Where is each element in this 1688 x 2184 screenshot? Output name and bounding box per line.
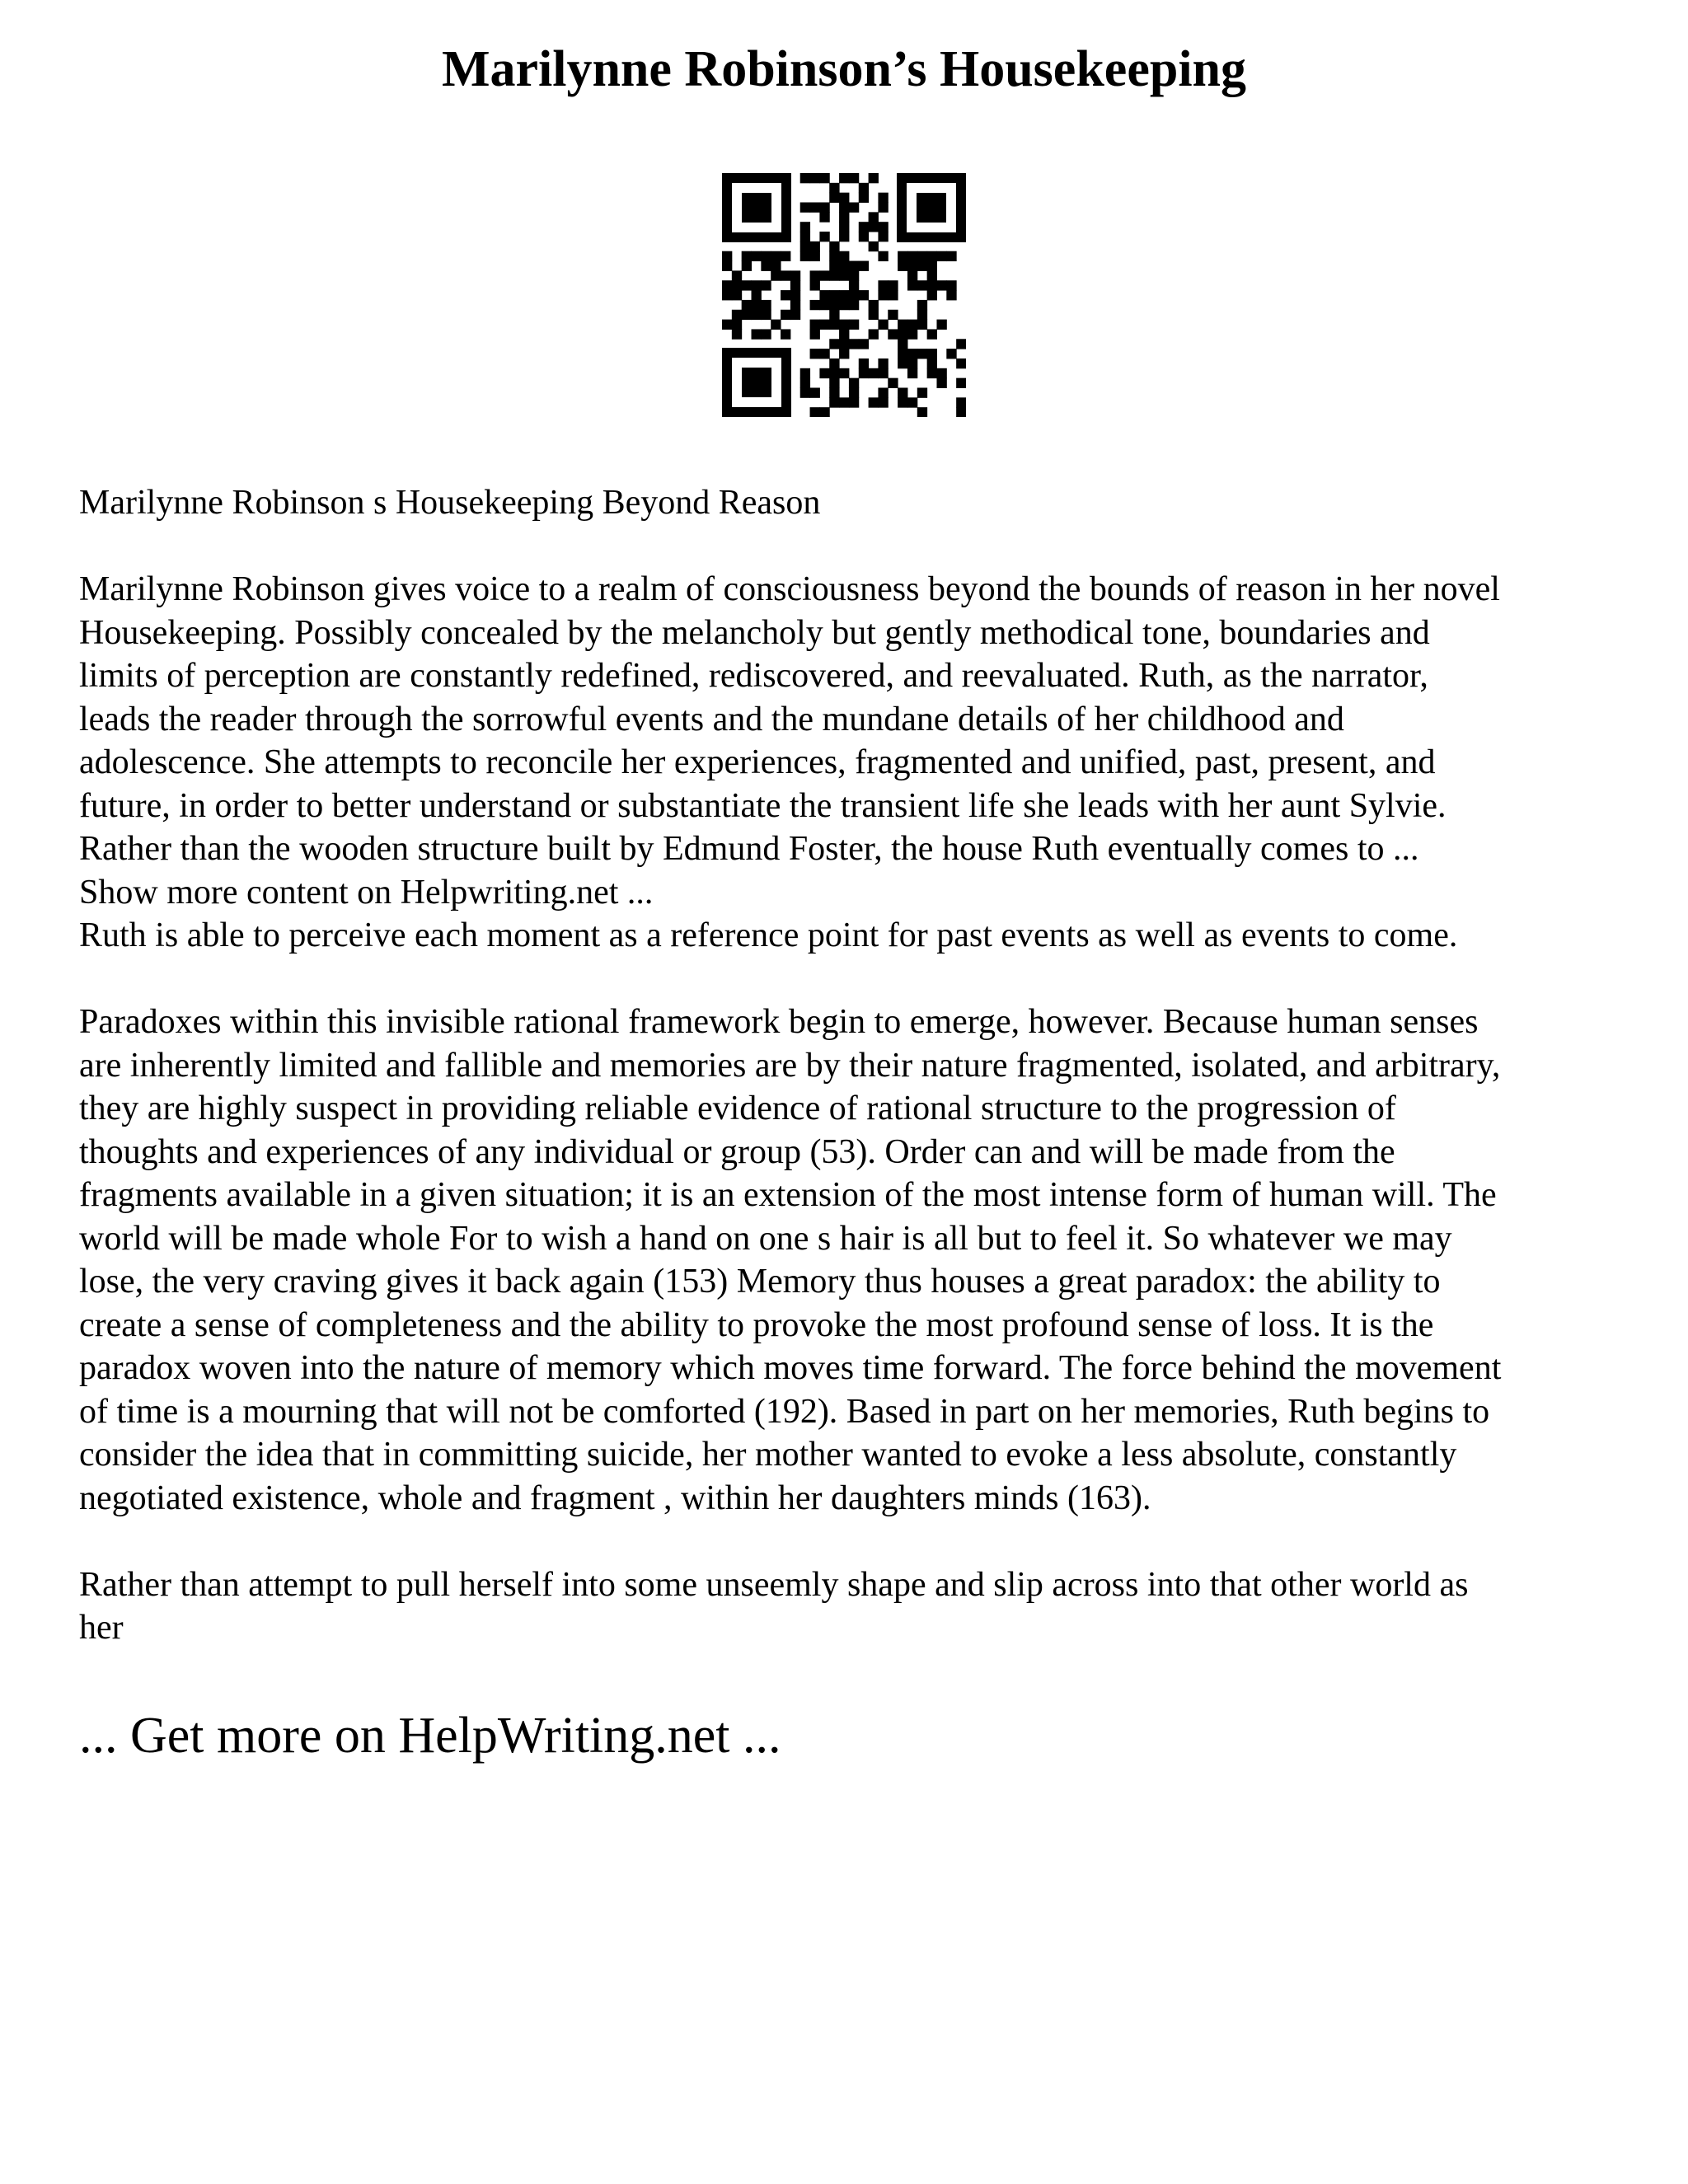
show-more-link[interactable]: Show more content on Helpwriting.net ... [79,873,654,912]
paragraph-ruth: Ruth is able to perceive each moment as a reference point for past events as well as events to come. [79,916,1458,954]
paragraph-intro: Marilynne Robinson gives voice to a realm of consciousness beyond the bounds of reason in her novel Housekeeping. Possibly concealed by the melancholy but gently methodical tone, boundaries and limits of perception are constantly redefined, rediscovered, and reevaluated. Ruth, as the narrator, leads the reader through the sorrowful events and the mundane details of her childhood and adolescence. She attempts to reconcile her experiences, fragmented and unified, past, present, and future, in order to better understand or substantiate the transient life she leads with her aunt Sylvie. Rather than the wooden structure built by Edmund Foster, the house Ruth eventually comes to ... [79,570,1500,868]
paragraph-paradoxes: Paradoxes within this invisible rational framework begin to emerge, however. Because human senses are inherently limited and fallible and memories are by their nature fragmented, isolated, and arbitrary, they are highly suspect in providing reliable evidence of rational structure to the progression of thoughts and experiences of any individual or group (53). Order can and will be made from the fragments available in a given situation; it is an extension of the most intense form of human will. The world will be made whole For to wish a hand on one s hair is all but to feel it. So whatever we may lose, the very craving gives it back again (153) Memory thus houses a great paradox: the ability to create a sense of completeness and the ability to provoke the most profound sense of loss. It is the paradox woven into the nature of memory which moves time forward. The force behind the movement of time is a mourning that will not be comforted (192). Based in part on her memories, Ruth begins to consider the idea that in committing suicide, her mother wanted to evoke a less absolute, constantly negotiated existence, whole and fragment , within her daughters minds (163). [79,1003,1502,1517]
document-subtitle: Marilynne Robinson s Housekeeping Beyond Reason [79,484,821,522]
document-title: Marilynne Robinson’s Housekeeping [441,41,1247,97]
paragraph-closing: Rather than attempt to pull herself into some unseemly shape and slip across into that other world as her [79,1565,1469,1647]
document-body [79,481,1629,1650]
qr-code-icon [722,173,966,417]
get-more-link[interactable]: ... Get more on HelpWriting.net ... [79,1708,781,1764]
